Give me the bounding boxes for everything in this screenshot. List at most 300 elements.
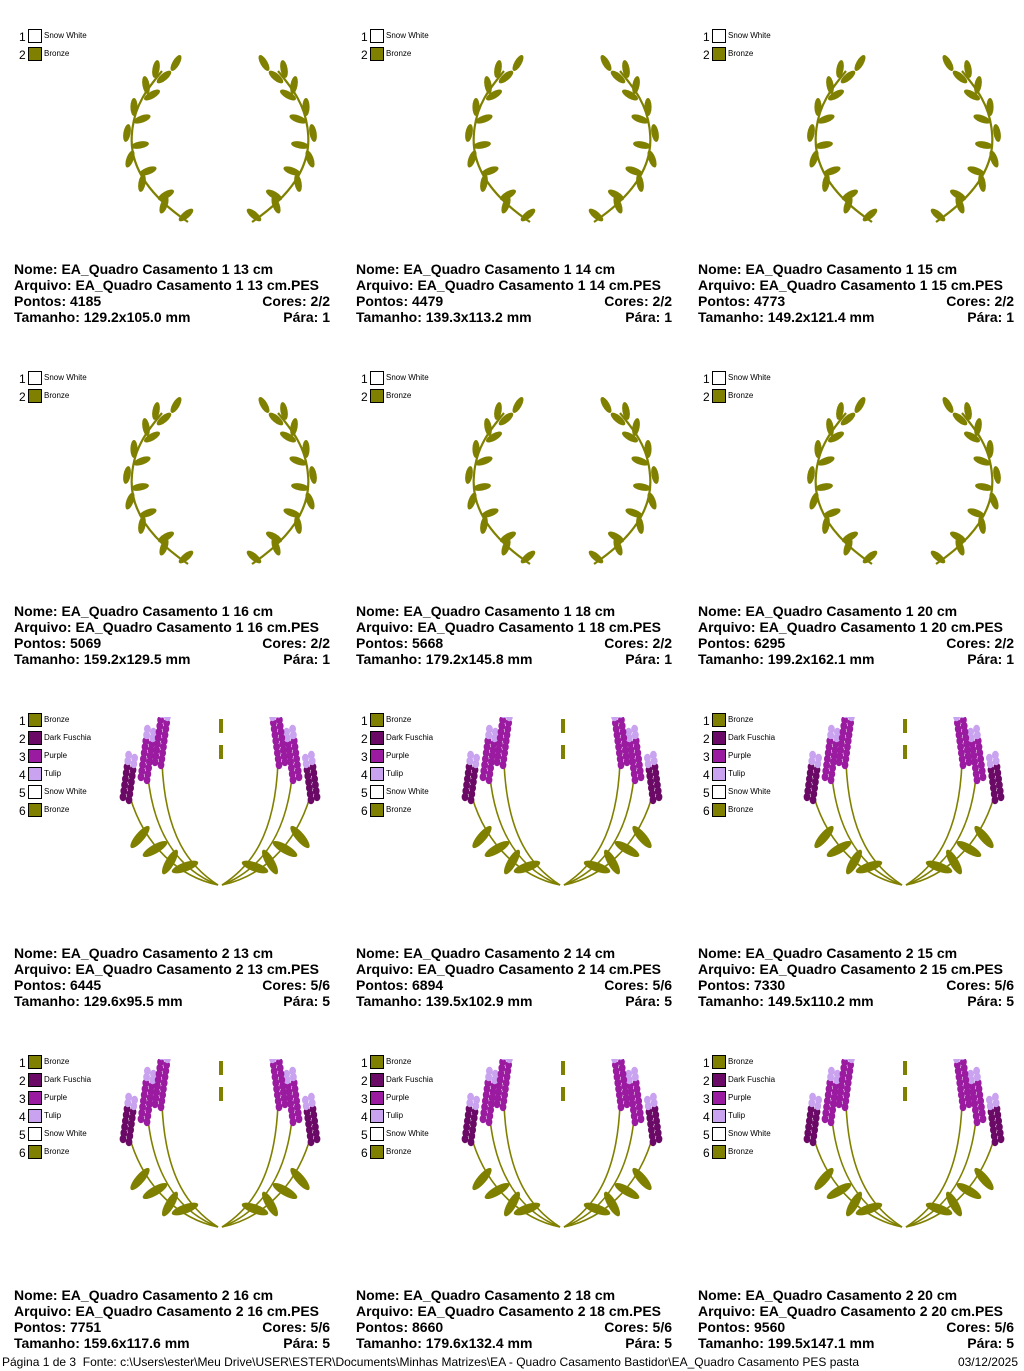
legend-color-name: Bronze [44, 715, 70, 724]
tamanho-value: 199.5x147.1 mm [767, 1335, 875, 1351]
design-info [14, 945, 330, 1009]
leaf [825, 76, 835, 95]
arquivo-value: EA_Quadro Casamento 1 15 cm.PES [759, 277, 1003, 293]
color-swatch [28, 731, 42, 745]
legend-number: 5 [703, 786, 710, 800]
leaf [940, 395, 955, 414]
legend-number: 5 [19, 786, 26, 800]
leaf [291, 140, 310, 150]
lavender-art [462, 1059, 663, 1227]
legend-number: 4 [361, 768, 368, 782]
center-mark-bottom [903, 745, 907, 759]
leaf [473, 482, 492, 492]
info-row-nome [14, 1287, 330, 1303]
info-row-nome [356, 261, 672, 277]
leaf [472, 98, 479, 116]
color-swatch [370, 1127, 384, 1141]
info-row-nome [698, 261, 1014, 277]
color-swatch [712, 1145, 726, 1159]
cores-wrap [262, 977, 330, 993]
left-branch [806, 395, 879, 565]
legend-color-name: Dark Fuschia [728, 733, 776, 742]
legend-color-name: Dark Fuschia [386, 1075, 434, 1084]
nome-value: EA_Quadro Casamento 1 14 cm [403, 261, 616, 277]
cores-wrap [946, 635, 1014, 651]
para-value: 5 [1006, 993, 1014, 1009]
pontos-value: 6295 [754, 635, 786, 651]
color-swatch [28, 1109, 42, 1123]
embroidery-preview [100, 1059, 340, 1254]
tamanho-value: 159.2x129.5 mm [83, 651, 191, 667]
design-info [356, 603, 672, 667]
left-lavender-bunch [804, 717, 902, 885]
leaf [256, 53, 271, 72]
pontos-value: 5668 [412, 635, 444, 651]
leaf [815, 140, 834, 150]
lavender-bud [473, 1096, 480, 1104]
pontos-value: 6894 [412, 977, 444, 993]
nome-label: Nome: [698, 1287, 742, 1303]
design-card [0, 345, 342, 687]
tamanho-label: Tamanho: [356, 651, 422, 667]
legend-number: 2 [361, 48, 368, 62]
para-value: 5 [322, 993, 330, 1009]
color-swatch [712, 1055, 726, 1069]
legend-color-name: Snow White [44, 1129, 87, 1138]
para-value: 5 [664, 993, 672, 1009]
leaf [291, 482, 310, 492]
info-row-nome [356, 945, 672, 961]
color-swatch [28, 1073, 42, 1087]
cores-wrap [604, 977, 672, 993]
footer-page-and-source [2, 1354, 859, 1370]
leaf [644, 98, 651, 116]
nome-label: Nome: [14, 1287, 58, 1303]
center-mark-top [561, 719, 565, 733]
legend-color-name: Bronze [728, 1057, 754, 1066]
info-row-pontos [698, 293, 1014, 309]
pontos-value: 4185 [70, 293, 102, 309]
info-row-arquivo [698, 619, 1014, 635]
info-row-pontos [698, 635, 1014, 651]
lavender-bud [973, 725, 980, 733]
info-row-pontos [356, 1319, 672, 1335]
pontos-label: Pontos: [14, 635, 67, 651]
leaf [483, 76, 493, 95]
cores-label: Cores: [604, 1319, 649, 1335]
lavender-art [804, 1059, 1005, 1227]
color-swatch [712, 389, 726, 403]
color-swatch [712, 785, 726, 799]
legend-number: 5 [703, 1128, 710, 1142]
center-mark-top [219, 719, 223, 733]
para-wrap [967, 651, 1014, 667]
leaf [644, 440, 651, 458]
nome-value: EA_Quadro Casamento 2 20 cm [745, 1287, 958, 1303]
leaf [168, 53, 183, 72]
embroidery-preview [784, 375, 1024, 570]
tamanho-value: 129.2x105.0 mm [83, 309, 191, 325]
page-footer [0, 1354, 1024, 1370]
legend-color-name: Purple [728, 751, 752, 760]
pontos-label: Pontos: [14, 293, 67, 309]
info-row-nome [14, 603, 330, 619]
arquivo-label: Arquivo: [14, 961, 72, 977]
color-swatch [370, 29, 384, 43]
footer-page: Página 1 de 3 [2, 1355, 77, 1369]
left-branch [806, 53, 879, 223]
info-row-pontos [14, 977, 330, 993]
center-mark-top [219, 1061, 223, 1075]
color-swatch [370, 1073, 384, 1087]
color-swatch [370, 767, 384, 781]
arquivo-label: Arquivo: [356, 277, 414, 293]
embroidery-preview [442, 375, 682, 570]
nome-value: EA_Quadro Casamento 1 13 cm [61, 261, 274, 277]
legend-number: 1 [703, 1056, 710, 1070]
info-row-tamanho [14, 993, 330, 1009]
left-lavender-bunch [462, 717, 560, 885]
info-row-nome [698, 1287, 1014, 1303]
left-lavender-bunch [462, 1059, 560, 1227]
right-branch [587, 395, 660, 565]
lavender-bud [992, 1093, 999, 1101]
embroidery-preview [100, 717, 340, 912]
leaf [479, 516, 489, 535]
tamanho-value: 179.2x145.8 mm [425, 651, 533, 667]
right-lavender-bunch [222, 1059, 320, 1227]
pontos-value: 4773 [754, 293, 786, 309]
legend-number: 2 [703, 48, 710, 62]
legend-color-name: Bronze [44, 391, 70, 400]
cores-label: Cores: [946, 635, 991, 651]
info-row-tamanho [698, 651, 1014, 667]
lavender-bud [631, 1067, 638, 1075]
info-row-arquivo [14, 619, 330, 635]
nome-value: EA_Quadro Casamento 2 18 cm [403, 1287, 616, 1303]
nome-label: Nome: [698, 603, 742, 619]
leaf [598, 53, 613, 72]
color-swatch [28, 47, 42, 61]
legend-number: 1 [703, 372, 710, 386]
left-branch [122, 53, 195, 223]
tamanho-value: 149.2x121.4 mm [767, 309, 875, 325]
nome-label: Nome: [698, 261, 742, 277]
lavender-bud [815, 754, 822, 762]
legend-color-name: Snow White [728, 373, 771, 382]
legend-color-name: Bronze [44, 1057, 70, 1066]
legend-color-name: Dark Fuschia [728, 1075, 776, 1084]
legend-number: 2 [703, 732, 710, 746]
lavender-bud [302, 754, 309, 762]
design-card [342, 1029, 684, 1371]
design-info [14, 603, 330, 667]
legend-color-name: Snow White [44, 373, 87, 382]
legend-number: 6 [703, 804, 710, 818]
leaf [977, 174, 987, 193]
arquivo-label: Arquivo: [698, 961, 756, 977]
nome-label: Nome: [698, 945, 742, 961]
info-row-nome [356, 603, 672, 619]
info-row-tamanho [14, 309, 330, 325]
arquivo-label: Arquivo: [356, 1303, 414, 1319]
tamanho-value: 179.6x132.4 mm [425, 1335, 533, 1351]
info-row-tamanho [356, 651, 672, 667]
lavender-bud [486, 1067, 493, 1075]
color-swatch [712, 1109, 726, 1123]
legend-color-name: Purple [728, 1093, 752, 1102]
pontos-label: Pontos: [698, 977, 751, 993]
para-label: Pára: [283, 993, 319, 1009]
legend-color-name: Tulip [728, 1111, 746, 1120]
color-swatch [370, 1109, 384, 1123]
leaf [975, 482, 994, 492]
legend-number: 2 [703, 1074, 710, 1088]
legend-number: 3 [19, 1092, 26, 1106]
leaf [973, 418, 983, 437]
legend-color-name: Snow White [386, 1129, 429, 1138]
para-label: Pára: [625, 651, 661, 667]
para-value: 5 [664, 1335, 672, 1351]
cores-value: 2/2 [652, 635, 672, 651]
para-value: 1 [322, 651, 330, 667]
lavender-bud [144, 725, 151, 733]
legend-color-name: Snow White [386, 787, 429, 796]
arquivo-value: EA_Quadro Casamento 1 20 cm.PES [759, 619, 1003, 635]
tamanho-label: Tamanho: [698, 1335, 764, 1351]
lavender-bud [986, 1096, 993, 1104]
leaf [825, 418, 835, 437]
arquivo-value: EA_Quadro Casamento 2 20 cm.PES [759, 1303, 1003, 1319]
legend-number: 3 [703, 750, 710, 764]
info-row-arquivo [14, 961, 330, 977]
right-lavender-bunch [564, 1059, 662, 1227]
info-row-arquivo [14, 277, 330, 293]
design-card [0, 687, 342, 1029]
info-row-nome [698, 945, 1014, 961]
cores-value: 5/6 [652, 1319, 672, 1335]
color-swatch [712, 1073, 726, 1087]
info-row-pontos [14, 635, 330, 651]
pontos-label: Pontos: [14, 977, 67, 993]
legend-color-name: Purple [386, 1093, 410, 1102]
leaf [293, 516, 303, 535]
color-swatch [28, 713, 42, 727]
lavender-bud [815, 1096, 822, 1104]
para-wrap [967, 309, 1014, 325]
leaf [821, 174, 831, 193]
leaf [256, 395, 271, 414]
design-card [684, 1029, 1024, 1371]
info-row-tamanho [14, 651, 330, 667]
leaf [141, 418, 151, 437]
legend-color-name: Snow White [44, 787, 87, 796]
wreath-art [806, 395, 1002, 565]
lavender-bud [308, 751, 315, 759]
design-info [14, 261, 330, 325]
info-row-nome [356, 1287, 672, 1303]
color-swatch [712, 29, 726, 43]
para-label: Pára: [625, 309, 661, 325]
nome-label: Nome: [356, 1287, 400, 1303]
leaf [852, 53, 867, 72]
lavender-art [120, 717, 321, 885]
color-swatch [28, 1055, 42, 1069]
cores-value: 2/2 [994, 635, 1014, 651]
info-row-pontos [698, 1319, 1014, 1335]
arquivo-label: Arquivo: [14, 1303, 72, 1319]
tamanho-value: 139.5x102.9 mm [425, 993, 533, 1009]
design-card [0, 3, 342, 345]
legend-number: 2 [361, 390, 368, 404]
legend-color-name: Bronze [386, 1057, 412, 1066]
para-label: Pára: [625, 993, 661, 1009]
embroidery-preview [442, 33, 682, 228]
legend-number: 4 [361, 1110, 368, 1124]
color-swatch [712, 371, 726, 385]
legend-number: 1 [19, 30, 26, 44]
para-value: 1 [664, 651, 672, 667]
color-swatch [712, 803, 726, 817]
tamanho-label: Tamanho: [698, 309, 764, 325]
center-mark-top [903, 719, 907, 733]
pontos-value: 5069 [70, 635, 102, 651]
leaf [302, 98, 309, 116]
legend-color-name: Dark Fuschia [44, 733, 92, 742]
right-lavender-bunch [222, 717, 320, 885]
color-swatch [28, 749, 42, 763]
lavender-bud [308, 1093, 315, 1101]
legend-number: 4 [703, 1110, 710, 1124]
lavender-bud [131, 754, 138, 762]
cores-label: Cores: [262, 293, 307, 309]
leaf [635, 174, 645, 193]
info-row-arquivo [356, 961, 672, 977]
arquivo-value: EA_Quadro Casamento 2 16 cm.PES [75, 1303, 319, 1319]
leaf [940, 53, 955, 72]
arquivo-value: EA_Quadro Casamento 1 14 cm.PES [417, 277, 661, 293]
leaf [633, 140, 652, 150]
leaf [479, 174, 489, 193]
footer-source: Fonte: c:\Users\ester\Meu Drive\USER\ESTER\Documents\Minhas Matrizes\EA - Quadro Casamento Bastidor\EA_Quadro Casamento PES pasta [82, 1355, 860, 1369]
para-wrap [625, 993, 672, 1009]
legend-color-name: Snow White [728, 1129, 771, 1138]
color-swatch [370, 749, 384, 763]
tamanho-label: Tamanho: [356, 993, 422, 1009]
nome-label: Nome: [14, 261, 58, 277]
pontos-value: 4479 [412, 293, 444, 309]
nome-value: EA_Quadro Casamento 1 15 cm [745, 261, 958, 277]
leaf [986, 440, 993, 458]
color-swatch [28, 785, 42, 799]
leaf [483, 418, 493, 437]
color-swatch [370, 731, 384, 745]
legend-number: 4 [703, 768, 710, 782]
arquivo-label: Arquivo: [356, 619, 414, 635]
leaf [510, 395, 525, 414]
design-info [356, 945, 672, 1009]
arquivo-value: EA_Quadro Casamento 2 14 cm.PES [417, 961, 661, 977]
para-label: Pára: [967, 651, 1003, 667]
design-info [698, 261, 1014, 325]
tamanho-label: Tamanho: [14, 993, 80, 1009]
lavender-bud [809, 751, 816, 759]
cores-value: 2/2 [310, 635, 330, 651]
lavender-bud [302, 1096, 309, 1104]
leaf [633, 482, 652, 492]
cores-label: Cores: [262, 635, 307, 651]
lavender-bud [809, 1093, 816, 1101]
legend-color-name: Purple [44, 1093, 68, 1102]
lavender-bud [289, 1067, 296, 1075]
legend-number: 6 [19, 1146, 26, 1160]
para-label: Pára: [283, 651, 319, 667]
legend-number: 3 [361, 1092, 368, 1106]
lavender-bud [125, 751, 132, 759]
tamanho-value: 159.6x117.6 mm [83, 1335, 190, 1351]
left-lavender-bunch [804, 1059, 902, 1227]
color-swatch [28, 1127, 42, 1141]
info-row-arquivo [356, 1303, 672, 1319]
color-swatch [712, 713, 726, 727]
color-swatch [28, 371, 42, 385]
leaf [986, 98, 993, 116]
embroidery-preview [784, 1059, 1024, 1254]
color-swatch [28, 767, 42, 781]
info-row-arquivo [698, 1303, 1014, 1319]
embroidery-preview [784, 717, 1024, 912]
embroidery-preview [100, 33, 340, 228]
design-card [342, 3, 684, 345]
legend-number: 5 [361, 786, 368, 800]
lavender-bud [644, 754, 651, 762]
leaf [130, 98, 137, 116]
legend-color-name: Bronze [44, 1147, 70, 1156]
info-row-tamanho [356, 993, 672, 1009]
design-card [684, 345, 1024, 687]
color-swatch [370, 1145, 384, 1159]
nome-value: EA_Quadro Casamento 1 18 cm [403, 603, 616, 619]
left-branch [464, 53, 537, 223]
leaf [131, 140, 150, 150]
lavender-bud [986, 754, 993, 762]
legend-number: 5 [361, 1128, 368, 1142]
arquivo-value: EA_Quadro Casamento 2 15 cm.PES [759, 961, 1003, 977]
pontos-value: 7751 [70, 1319, 102, 1335]
legend-color-name: Bronze [44, 805, 70, 814]
info-row-arquivo [698, 277, 1014, 293]
nome-value: EA_Quadro Casamento 2 13 cm [61, 945, 274, 961]
color-swatch [28, 1145, 42, 1159]
lavender-art [462, 717, 663, 885]
legend-number: 3 [19, 750, 26, 764]
legend-color-name: Bronze [44, 49, 70, 58]
center-mark-top [903, 1061, 907, 1075]
info-row-pontos [698, 977, 1014, 993]
color-swatch [28, 803, 42, 817]
legend-number: 2 [703, 390, 710, 404]
right-lavender-bunch [906, 717, 1004, 885]
arquivo-value: EA_Quadro Casamento 1 13 cm.PES [75, 277, 319, 293]
para-wrap [283, 1335, 330, 1351]
legend-number: 2 [361, 1074, 368, 1088]
lavender-bud [467, 751, 474, 759]
legend-number: 1 [19, 714, 26, 728]
legend-number: 2 [19, 1074, 26, 1088]
left-lavender-bunch [120, 717, 218, 885]
leaf [975, 140, 994, 150]
color-swatch [370, 1055, 384, 1069]
